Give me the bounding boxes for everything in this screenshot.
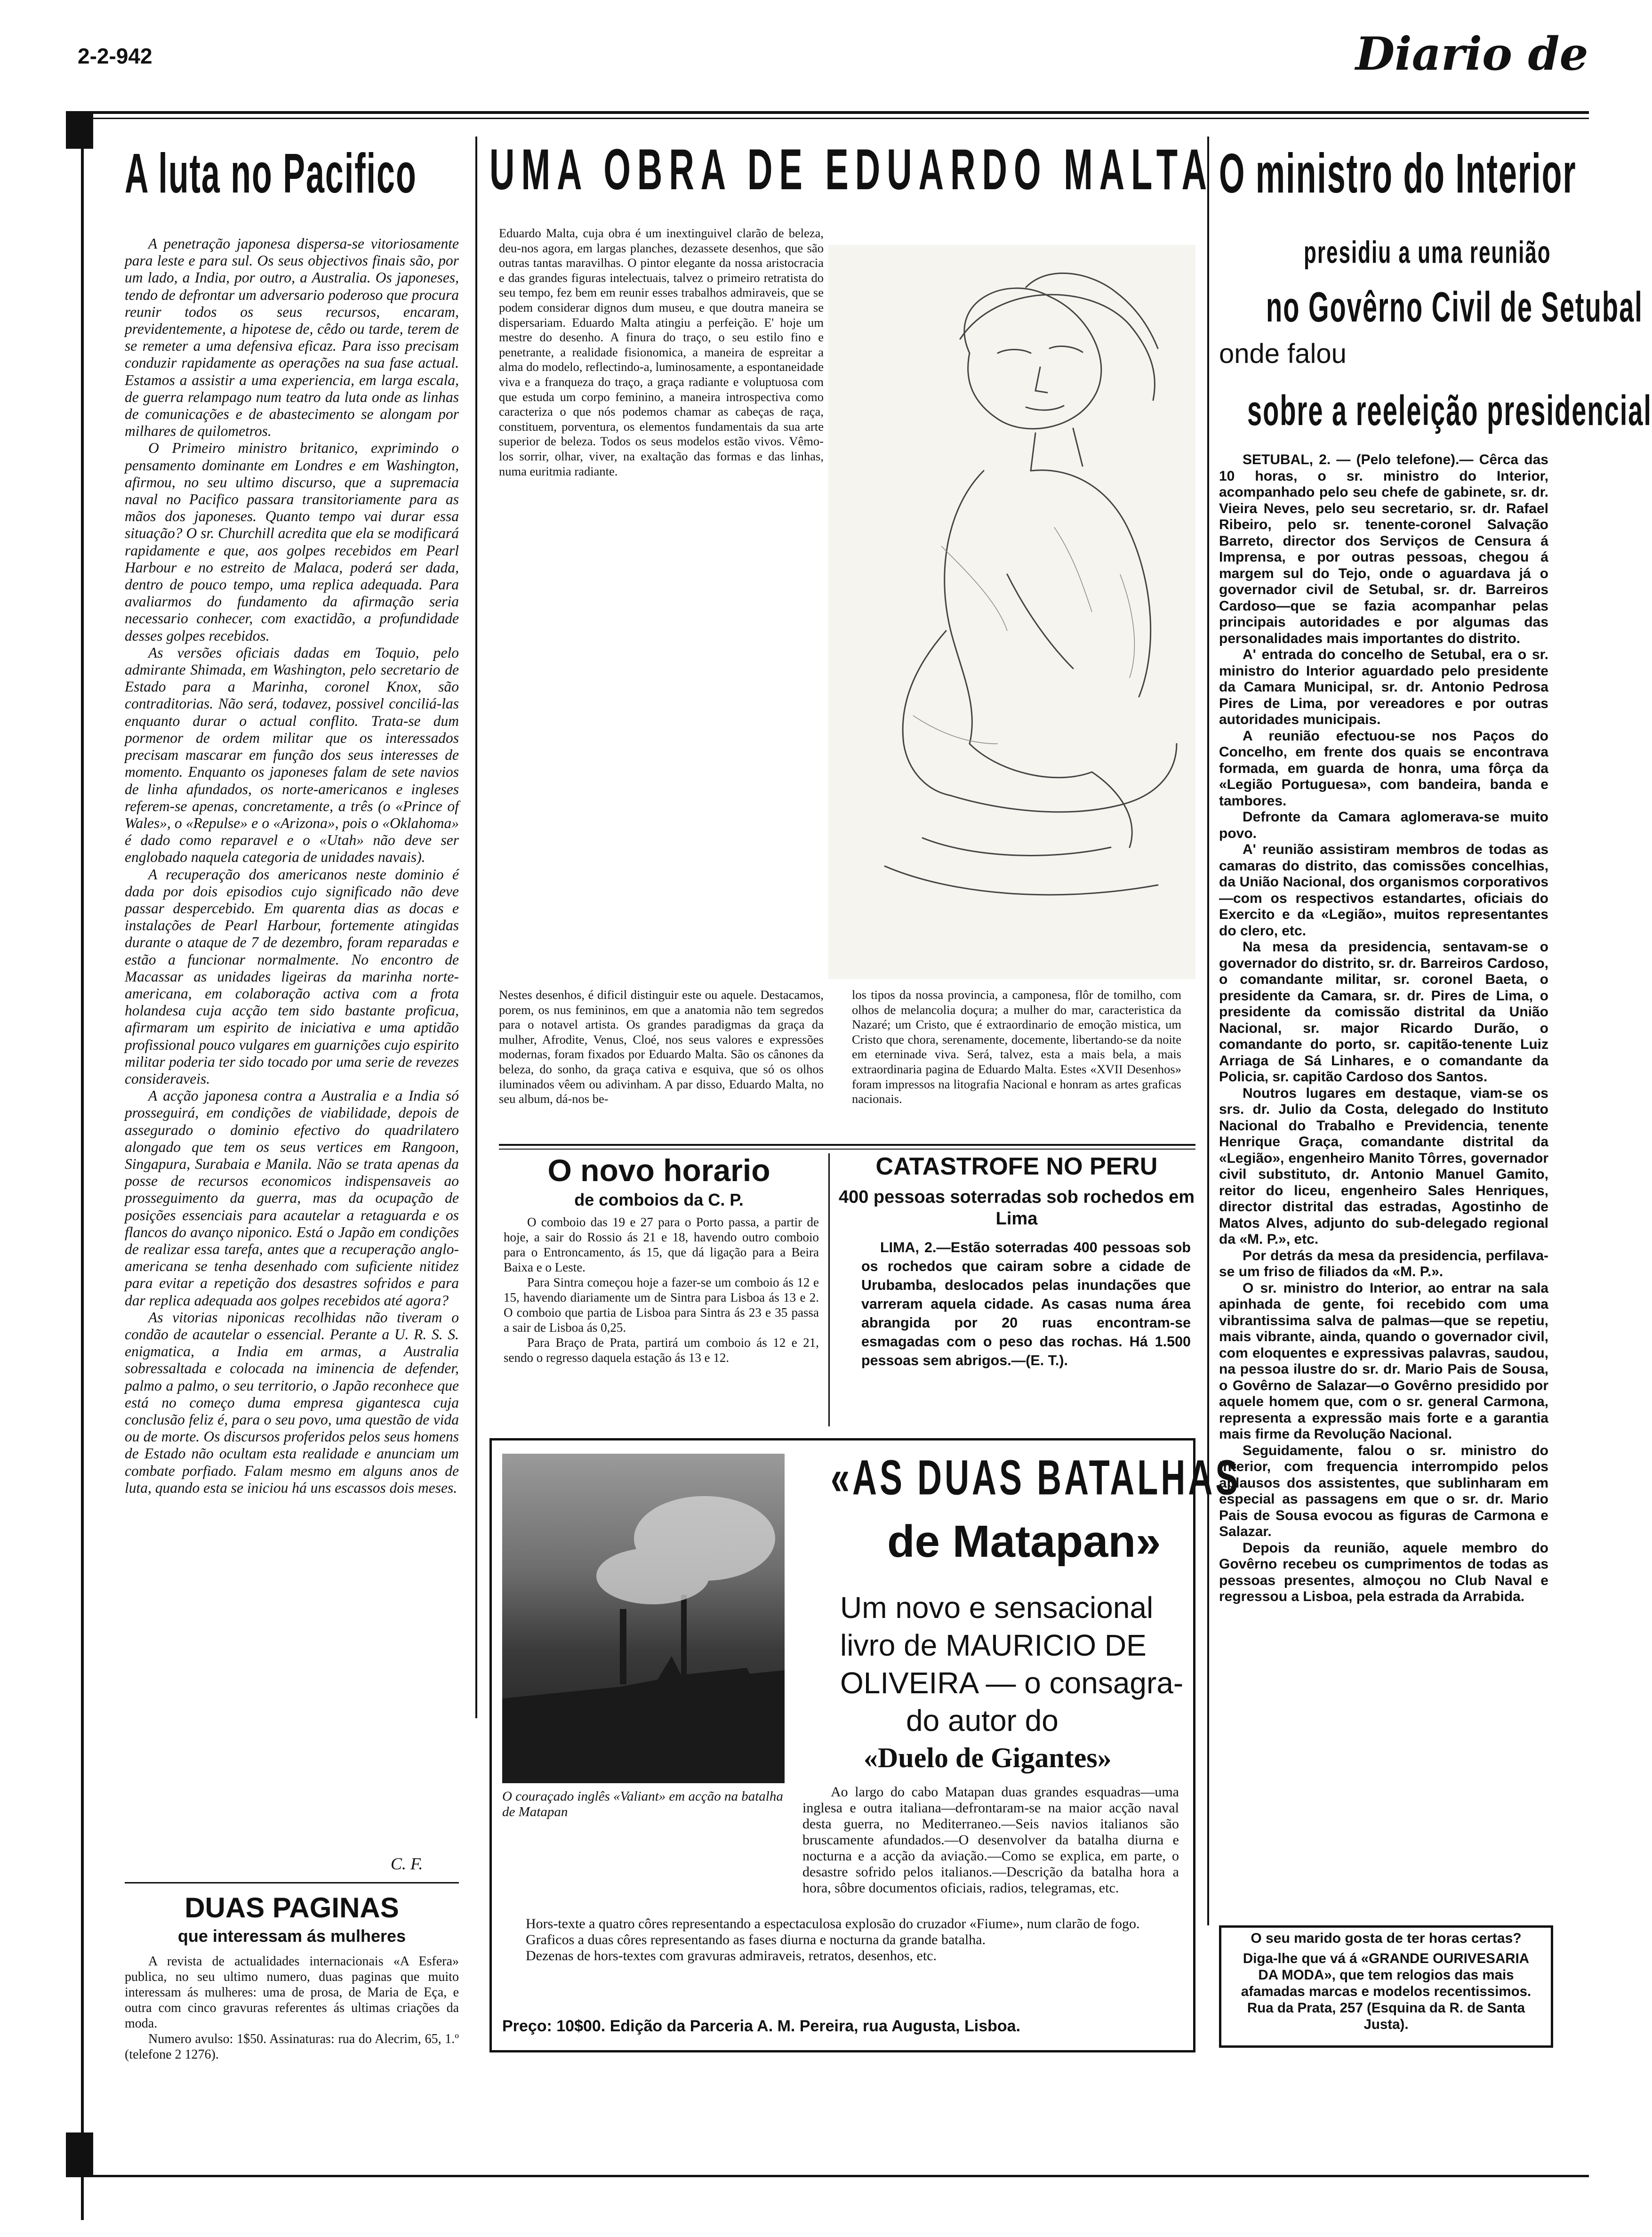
ministro-paragraph: Seguidamente, falou o sr. ministro do Interior, com frequencia interrompido pelos aplausos dos assistentes, que sublinharam em especial as passagens em que o sr. dr. Mario Pais de Sousa evocou as figuras de Carmona e Salazar. [1219, 1442, 1548, 1539]
ministro-paragraph: A' reunião assistiram membros de todas as camaras do distrito, das comissões concelhias, da União Nacional, dos organismos corporativos—com os respectivos estandartes, oficiais do Exercito e da «Legião», muitos representantes do clero, etc. [1219, 842, 1548, 939]
duas-paginas-paragraph: Numero avulso: 1$50. Assinaturas: rua do Alecrim, 65, 1.º (telefone 2 1276). [125, 2032, 459, 2062]
ministro-paragraph: A reunião efectuou-se nos Paços do Concelho, em frente dos quais se encontrava formada, em guarda de honra, uma fôrça da «Legião Portuguesa», com bandeira, banda e tambores. [1219, 728, 1548, 809]
duas-paginas-title: DUAS PAGINAS [184, 1892, 399, 1923]
matapan-line-3: OLIVEIRA — o consagra- [840, 1666, 1184, 1700]
duas-paginas-body [125, 1954, 459, 2062]
matapan-title-1: «AS DUAS BATALHAS [831, 1450, 1241, 1505]
matapan-photo [502, 1454, 785, 1783]
col1-paragraph: A acção japonesa contra a Australia e a India só prosseguirá, em condições de viabilidade, depois de assegurado o dominio efectivo do quadrilatero alongado que tem os seus vertices em Rangoon, Singapura, Surabaia e Manila. Não se trata apenas da posse de recursos economicos indispensaveis ao prosseguimento da guerra, mas da ocupação de posições essenciais para acautelar a retaguarda e os flancos do avanço niponico. Está o Japão em condições de realizar essa tarefa, antes que a recuperação anglo-americana se tenha desenhado com suficiente nitidez para evitar a repetição dos desastres sofridos e para dar replica adequada aos golpes recebidos até agora? [125, 1087, 459, 1309]
masthead: Diario de [1355, 27, 1588, 80]
horario-body [504, 1215, 819, 1365]
peru-subtitle: 400 pessoas soterradas sob rochedos em Lima [838, 1187, 1195, 1229]
battleship-image [502, 1454, 785, 1783]
ministro-sub-3: onde falou [1219, 338, 1347, 369]
ministro-paragraph: Por detrás da mesa da presidencia, perfilava-se um friso de filiados da «M. P.». [1219, 1247, 1548, 1279]
ministro-paragraph: Depois da reunião, aquele membro do Govêrno recebeu os cumprimentos de todas as pessoas presentes, almoçou no Club Naval e regressou a Lisboa, pela estrada da Arrabida. [1219, 1540, 1548, 1604]
malta-bottom-left: Nestes desenhos, é dificil distinguir este ou aquele. Destacamos, porem, os nus femininos, em que a anatomia não tem segredos para o notavel artista. Os grandes paradigmas da graça da mulher, Afrodite, Venus, Cloé, nos seus valores e expressões modernas, foram fixados por Eduardo Malta. São os cânones da beleza, do sonho, da graça cativa e esquiva, que só os olhos iluminados vêem ou adivinham. A par disso, Eduardo Malta, no seu album, dá-nos be- [499, 988, 824, 1106]
matapan-text-block [502, 1859, 1180, 1964]
ministro-paragraph: A' entrada do concelho de Setubal, era o sr. ministro do Interior aguardado pelo presidente da Camara Municipal, sr. dr. Antonio Pedrosa Pires de Lima, por vereadores e por outras autoridades municipais. [1219, 647, 1548, 727]
ministro-paragraph: Defronte da Camara aglomerava-se muito povo. [1219, 809, 1548, 841]
ministro-sub-1: presidiu a uma reunião [1304, 235, 1551, 270]
matapan-paragraph: Graficos a duas côres representando as fases diurna e nocturna da grande batalha. [526, 1932, 986, 1947]
relogio-title: O seu marido gosta de ter horas certas? [1251, 1931, 1522, 1946]
malta-bottom-rule-2 [499, 1149, 1195, 1150]
matapan-paragraph: Hors-texte a quatro côres representando a espectaculosa explosão do cruzador «Fiume», num clarão de fogo. [526, 1916, 1140, 1931]
col1-title: A luta no Pacifico [125, 142, 417, 205]
ministro-article [1219, 452, 1548, 1605]
col1-paragraph: O Primeiro ministro britanico, exprimindo o pensamento dominante em Londres e em Washington, afirmou, no seu ultimo discurso, que a supremacia naval no Pacifico passara transitoriamente para as mãos dos japoneses. Quanto tempo vai durar essa situação? O sr. Churchill acredita que ela se modificará rapidamente e que, aos golpes recebidos em Pearl Harbour e no estreito de Malaca, poderá ser dada, dentro de pouco tempo, uma replica adequada. Para avaliarmos do fundamento da afirmação seria necessario conhecer, com exactidão, a profundidade desses golpes recebidos. [125, 440, 459, 644]
matapan-line-5: «Duelo de Gigantes» [864, 1742, 1112, 1773]
bottom-rule [66, 2175, 1589, 2177]
col2-rule [1207, 137, 1209, 1925]
col1-article [125, 235, 459, 1497]
col1-rule [475, 137, 477, 1718]
col1-paragraph: As versões oficiais dadas em Toquio, pelo admirante Shimada, em Washington, pelo secretario de Estado para a Marinha, coronel Knox, são contraditorias. Não será, todavez, possivel conciliá-las enquanto durar o actual conflito. Trata-se dum pormenor de ordem militar que os interessados precisam mascarar em função dos seus interesses de momento. Enquanto os japoneses falam de sete navios de linha afundados, os norte-americanos e ingleses referem-se apenas, concretamente, a três (o «Prince of Wales», o «Repulse» e o «Arizona», pois o «Oklahoma» é dado como reparavel e o «Utah» não deve ser englobado naquela categoria de unidades navais). [125, 644, 459, 866]
duas-paginas-rule [125, 1882, 459, 1883]
horario-paragraph: O comboio das 19 e 27 para o Porto passa, a partir de hoje, a sair do Rossio ás 21 e 18, havendo outro comboio para o Entroncamento, ás 15, que dá ligação para a Beira Baixa e o Leste. [504, 1215, 819, 1274]
malta-bottom-rule [499, 1144, 1195, 1146]
horario-title: O novo horario [547, 1153, 770, 1188]
ministro-title: O ministro do Interior [1219, 142, 1577, 205]
portrait-sketch-image [828, 245, 1195, 979]
top-rule [66, 111, 1589, 114]
matapan-line-2: livro de MAURICIO DE [840, 1628, 1147, 1662]
matapan-line-4: do autor do [906, 1704, 1059, 1738]
peru-body: LIMA, 2.—Estão soterradas 400 pessoas sob os rochedos que cairam sobre a cidade de Urubamba, deslocados pelas inundações que varreram aquela cidade. As casas numa área abrangida por 20 ruas encontram-se esmagadas com o peso das rochas. Há 1.500 pessoas sem abrigos.—(E. T.). [861, 1239, 1191, 1368]
ministro-paragraph: SETUBAL, 2. — (Pelo telefone).— Cêrca das 10 horas, o sr. ministro do Interior, acompanhado pelo seu chefe de gabinete, sr. dr. Vieira Neves, pelo seu secretario, sr. dr. Rafael Ribeiro, pelo sr. tenente-coronel Salvação Barreto, director dos Serviços de Censura á Imprensa, e por outras pessoas, chegou á margem sul do Tejo, onde o aguardava já o governador civil de Setubal, sr. dr. Barreiros Cardoso—que se fazia acompanhar pelas principais autoridades e por algumas das personalidades mais importantes do distrito. [1219, 452, 1548, 646]
left-column-rule [81, 149, 84, 2220]
page-date: 2-2-942 [78, 44, 152, 68]
horario-peru-divider [828, 1153, 830, 1426]
horario-subtitle: de comboios da C. P. [574, 1190, 744, 1209]
top-rule-thin [66, 118, 1589, 119]
col1-signature: C. F. [391, 1854, 423, 1873]
matapan-ad [489, 1438, 1241, 2052]
ministro-paragraph: Na mesa da presidencia, sentavam-se o governador do distrito, sr. dr. Barreiros Cardoso, o comandante militar, sr. coronel Baeta, o presidente da Camara, sr. dr. Pires de Lima, o presidente da comissão distrital da União Nacional, sr. major Ricardo Durão, o comandante do porto, sr. capitão-tenente Luiz Arriaga de Sá Linhares, e o comandante da Policia, sr. capitão Cardoso dos Santos. [1219, 939, 1548, 1085]
matapan-text-1-a: Ao largo do cabo Matapan duas grandes esquadras—uma inglesa e outra italiana—defrontaram-se na maior acção naval desta guerra, no Mediterraneo.—Seis navios italianos são bruscamente afundados.—O desenvolver da batalha diurna e nocturna e a acção da aviação.—Como se explica, em parte, o desastre sofrido pelos italianos.—Descrição da batalha hora a hora, sôbre documentos oficiais, radios, telegramas, etc. [802, 1784, 1179, 1896]
duas-paginas-paragraph: A revista de actualidades internacionais «A Esfera» publica, no seu ultimo numero, duas paginas que muito interessam ás mulheres: uma de prosa, de Maria de Eça, e outra com cinco gravuras referentes ás ultimas criações da moda. [125, 1954, 459, 2031]
left-black-bar-bottom [66, 2132, 93, 2175]
malta-drawing [828, 245, 1195, 979]
ministro-sub-2: no Govêrno Civil de Setubal [1266, 283, 1643, 331]
horario-paragraph: Para Braço de Prata, partirá um comboio ás 12 e 21, sendo o regresso daquela estação ás 13 e 12. [504, 1336, 819, 1365]
duas-paginas-subtitle: que interessam ás mulheres [177, 1926, 406, 1946]
matapan-paragraph: Dezenas de hors-textes com gravuras admiraveis, retratos, desenhos, etc. [526, 1948, 937, 1963]
malta-bottom-right: los tipos da nossa provincia, a camponesa, flôr de tomilho, com olhos de melancolia doçura; a mulher do mar, caracteristica da Nazaré; um Cristo, que é extraordinario de emoção mistica, um Cristo que chora, serenamente, docemente, libertando-se da noite em eterninade viva. Será, talvez, esta a mais bela, a mais extraordinaria pagina de Eduardo Malta. Estes «XVII Desenhos» foram impressos na litografia Nacional e honram as artes graficas nacionais. [852, 988, 1181, 1106]
ministro-paragraph: O sr. ministro do Interior, ao entrar na sala apinhada de gente, foi recebido com uma vibrantissima salva de palmas—que se repetiu, mais vibrante, ainda, quando o governador civil, com eloquentes e expressivas palavras, saudou, na pessoa ilustre do sr. dr. Mario Pais de Sousa, o Govêrno de Salazar—o Govêrno presidido por aquele homem que, com o sr. general Carmona, representa a expressão mais forte e a garantia mais firme da Revolução Nacional. [1219, 1280, 1548, 1442]
left-black-bar-top [66, 111, 93, 149]
ministro-sub-4: sobre a reeleição presidencial [1247, 386, 1652, 435]
matapan-title-2: de Matapan» [887, 1516, 1161, 1567]
col1-paragraph: A penetração japonesa dispersa-se vitoriosamente para leste e para sul. Os seus objectivos finais são, por um lado, a India, por outro, a Australia. Os japoneses, tendo de defrontar um adversario poderoso que procura reunir todos os seus recursos, encaram, previdentemente, a hipotese de, cêdo ou tarde, terem de se remeter a uma defensiva eficaz. Para isso precisam conduzir rapidamente as operações na sua fase actual. Estamos a assistir a uma experiencia, em larga escala, de guerra relampago num teatro da luta onde as linhas de comunicações e de abastecimento se alongam por milhares de quilometros. [125, 235, 459, 440]
relogio-text: Diga-lhe que vá á «GRANDE OURIVESARIA DA MODA», que tem relogios das mais afamadas marcas e modelos recentissimos. Rua da Prata, 257 (Esquina da R. de Santa Justa). [1241, 1951, 1532, 2032]
malta-title: UMA OBRA DE EDUARDO MALTA [489, 137, 1214, 202]
peru-title: CATASTROFE NO PERU [875, 1153, 1158, 1180]
matapan-line-1: Um novo e sensacional [840, 1591, 1154, 1625]
relogio-ad [1219, 1925, 1553, 2048]
col1-paragraph: A recuperação dos americanos neste dominio é dada por dois episodios cujo significado não deve passar despercebido. Em quarenta dias as docas e instalações de Pearl Harbour, fortemente atingidas durante o ataque de 7 de dezembro, foram reparadas e estão a funcionar normalmente. No encontro de Macassar as unidades ligeiras da marinha norte-americana, em colaboração activa com a frota holandesa cuja acção tem sido bastante proficua, afirmaram um espirito de iniciativa e uma aptidão profissional pouco vulgares em guarnições cujo espirito militar poderia ter sido tocado por uma serie de revezes consideraveis. [125, 866, 459, 1087]
horario-paragraph: Para Sintra começou hoje a fazer-se um comboio ás 12 e 15, havendo diariamente um de Sintra para Lisboa ás 13 e 2. O comboio que partia de Lisboa para Sintra ás 23 e 35 passa a sair de Lisboa ás 0,25. [504, 1275, 819, 1335]
matapan-price: Preço: 10$00. Edição da Parceria A. M. Pereira, rua Augusta, Lisboa. [502, 2017, 1021, 2035]
col1-paragraph: As vitorias niponicas recolhidas não tiveram o condão de acautelar o essencial. Perante a U. R. S. S. enigmatica, a India em armas, a Australia sobressaltada e colocada na iminencia de defender, palmo a palmo, o seu territorio, o Japão reconhece que está no começo duma empresa gigantesca cuja conclusão feliz é, para o seu povo, uma questão de vida ou de morte. Os discursos proferidos pelos seus homens de Estado não ocultam esta realidade e anunciam um combate porfiado. Falam mesmo em alguns anos de luta, quando esta se iniciou há uns escassos dois meses. [125, 1309, 459, 1496]
matapan-caption: O couraçado inglês «Valiant» em acção na batalha de Matapan [502, 1789, 783, 1819]
ministro-paragraph: Noutros lugares em destaque, viam-se os srs. dr. Julio da Costa, delegado do Instituto Nacional do Trabalho e Previdencia, tenente Henrique Graça, comandante distrital da «Legião», engenheiro Manito Tôrres, governador civil substituto, dr. Antonio Manuel Gamito, reitor do liceu, engenheiro Sales Henriques, director distrital das estradas, Agostinho de Matos Alves, adjunto do sub-delegado regional da «M. P.», etc. [1219, 1085, 1548, 1247]
malta-intro: Eduardo Malta, cuja obra é um inextinguivel clarão de beleza, deu-nos agora, em largas planches, dezassete desenhos, que são outras tantas maravilhas. O pintor elegante da nossa aristocracia e das grandes figuras intelectuais, talvez o primeiro retratista do seu tempo, fez bem em reunir esses trabalhos admiraveis, que se podem considerar dignos dum museu, e que doutra maneira se dispersariam. Eduardo Malta atingiu a perfeição. E' hoje um mestre do desenho. A finura do traço, o seu estilo fino e penetrante, a realidade fisionomica, a maneira de espreitar a alma do modelo, reflectindo-a, luminosamente, a espontaneidade viva e a franqueza do traço, a graça radiante e voluptuosa com que estuda um corpo feminino, a maneira introspectiva como caracteriza o que nós podemos chamar as cabeças de raça, constituem, porventura, os elementos fundamentais da sua arte superior de beleza. Todos os seus modelos estão vivos. Vêmo-los sorrir, olhar, viver, na exaltação das formas e das linhas, numa euritmia radiante. [499, 226, 824, 478]
